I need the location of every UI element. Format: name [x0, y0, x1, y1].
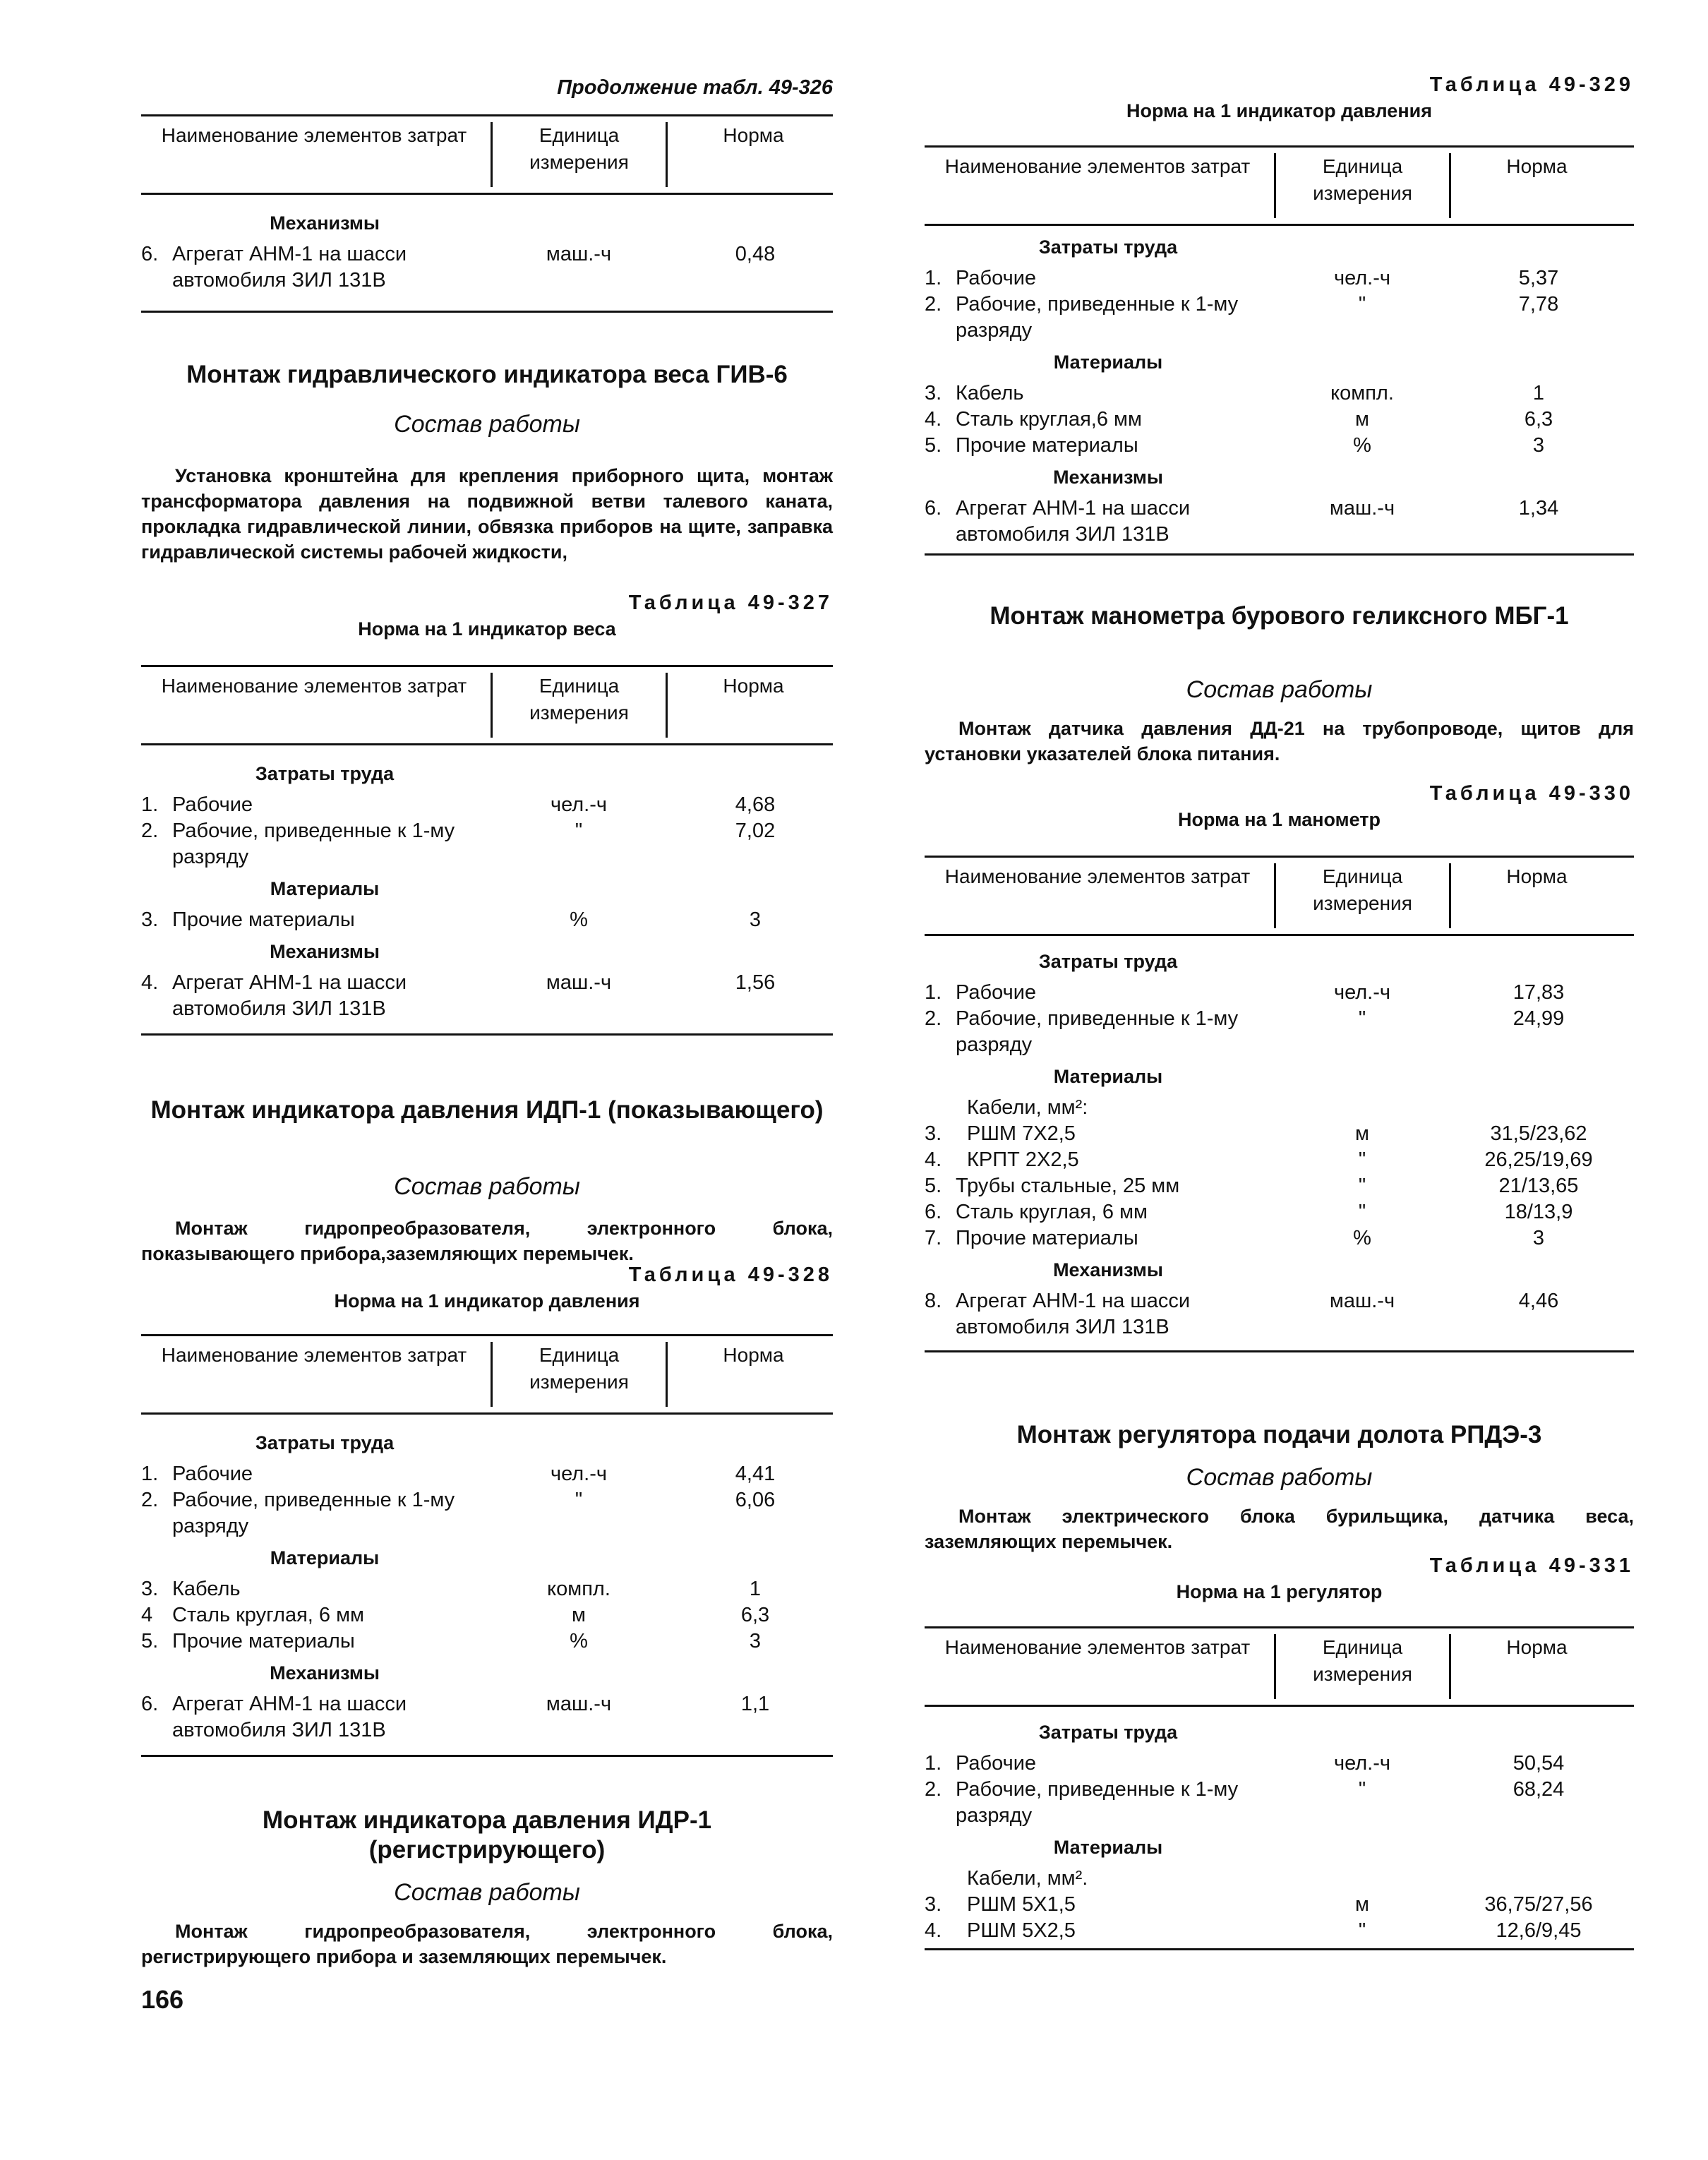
row-value: 18/13,9 — [1504, 1201, 1573, 1223]
group-mechanisms: Механизмы — [1053, 1259, 1163, 1280]
row-unit: м — [572, 1604, 586, 1626]
group-materials: Материалы — [270, 878, 380, 899]
row-name: Прочие материалы — [172, 908, 355, 931]
row-value: 7,02 — [735, 820, 776, 842]
row-value: 17,83 — [1512, 981, 1565, 1004]
section-title-mbg1: Монтаж манометра бурового геликсного МБГ-1 — [990, 602, 1569, 630]
row-number: 1. — [925, 267, 942, 289]
row-name: Сталь круглая,6 мм — [956, 408, 1142, 431]
header-norm: Норма — [723, 675, 784, 697]
row-unit: чел.-ч — [550, 1463, 608, 1485]
row-unit: % — [570, 1630, 588, 1652]
row-number: 3. — [925, 1893, 942, 1916]
table-row — [141, 1576, 833, 1602]
row-value: 1 — [749, 1578, 762, 1600]
row-value: 3 — [749, 1630, 762, 1652]
table-49-329 — [925, 145, 1634, 556]
table-row — [925, 1121, 1634, 1147]
table-row — [141, 818, 833, 870]
row-unit: " — [1358, 1175, 1366, 1197]
header-unit: Единица измерения — [491, 673, 668, 738]
row-number: 4. — [925, 1148, 942, 1171]
row-value: 21/13,65 — [1498, 1175, 1579, 1197]
section-text: Установка кронштейна для крепления приборного щита, монтаж трансформатора давления на подвижной ветви талевого каната, прокладка гидравлической линии, обвязка приборов на щите, заправка гидравлической системы рабочей жидкости, — [141, 465, 833, 563]
row-number: 1. — [925, 981, 942, 1004]
header-unit: Единица измерения — [491, 122, 668, 187]
row-value: 26,25/19,69 — [1484, 1148, 1593, 1171]
row-number: 5. — [925, 434, 942, 457]
row-number: 1. — [141, 793, 159, 816]
row-name: РШМ 5Х1,5 — [967, 1893, 1076, 1916]
row-value: 6,06 — [735, 1489, 776, 1511]
table-row — [925, 1918, 1634, 1944]
header-unit: Единица измерения — [1274, 863, 1451, 928]
header-cost-elements: Наименование элементов затрат — [161, 124, 467, 146]
row-name: Рабочие, приведенные к 1-му разряду — [172, 820, 455, 868]
section-title-giv6: Монтаж гидравлического индикатора веса ГИВ-6 — [186, 361, 788, 388]
table-row — [925, 292, 1634, 344]
table-body — [141, 1415, 833, 1757]
table-49-331 — [925, 1626, 1634, 1950]
table-49-326 — [141, 114, 833, 313]
row-number: 3. — [141, 908, 159, 931]
row-unit: " — [575, 820, 583, 842]
table-row — [925, 496, 1634, 548]
row-number: 3. — [925, 382, 942, 404]
group-mechanisms: Механизмы — [270, 212, 380, 234]
row-value: 5,37 — [1518, 267, 1559, 289]
table-header — [925, 1626, 1634, 1707]
header-norm: Норма — [723, 124, 784, 146]
group-labor: Затраты труда — [255, 763, 395, 784]
row-unit: % — [570, 908, 588, 931]
row-value: 0,48 — [735, 243, 776, 265]
row-unit: " — [1358, 1919, 1366, 1942]
row-unit: м — [1355, 408, 1369, 431]
table-row — [925, 980, 1634, 1006]
row-number: 6. — [141, 243, 159, 265]
row-name: Рабочие, приведенные к 1-му разряду — [956, 1778, 1239, 1827]
row-number: 6. — [925, 1201, 942, 1223]
row-name: Рабочие — [172, 1463, 253, 1485]
section-text: Монтаж гидропреобразователя, электронного блока, регистрирующего прибора и заземляющих перемычек. — [141, 1921, 833, 1967]
row-name: Агрегат АНМ-1 на шасси автомобиля ЗИЛ 131В — [172, 971, 407, 1020]
row-unit: маш.-ч — [1329, 497, 1395, 520]
section-title-idp1: Монтаж индикатора давления ИДП-1 (показывающего) — [150, 1096, 824, 1124]
row-unit: " — [1358, 1007, 1366, 1030]
section-subtitle: Состав работы — [394, 1879, 580, 1906]
table-body — [925, 936, 1634, 1352]
table-header — [141, 114, 833, 195]
table-number: Таблица 49-328 — [628, 1264, 833, 1286]
row-unit: чел.-ч — [550, 793, 608, 816]
header-cost-elements: Наименование элементов затрат — [161, 675, 467, 697]
row-number: 4. — [141, 971, 159, 994]
header-unit: Единица измерения — [1274, 153, 1451, 218]
header-cost-elements: Наименование элементов затрат — [944, 155, 1251, 177]
table-body — [141, 195, 833, 313]
row-name: Прочие материалы — [172, 1630, 355, 1652]
row-number: 6. — [925, 497, 942, 520]
section-text: Монтаж электрического блока бурильщика, датчика веса, заземляющих перемычек. — [925, 1506, 1634, 1552]
table-row — [141, 241, 833, 294]
table-header — [141, 665, 833, 745]
table-body — [141, 745, 833, 1036]
group-labor: Затраты труда — [1038, 236, 1178, 258]
row-unit: " — [575, 1489, 583, 1511]
row-unit: м — [1355, 1893, 1369, 1916]
row-name: Прочие материалы — [956, 434, 1138, 457]
table-row — [925, 1892, 1634, 1918]
row-name: Рабочие — [956, 1752, 1037, 1775]
table-row — [925, 380, 1634, 407]
row-unit: " — [1358, 1201, 1366, 1223]
row-value: 24,99 — [1512, 1007, 1565, 1030]
table-row — [141, 1461, 833, 1487]
row-unit: чел.-ч — [1333, 267, 1391, 289]
row-value: 1,34 — [1518, 497, 1559, 520]
row-unit: чел.-ч — [1333, 981, 1391, 1004]
table-49-328 — [141, 1334, 833, 1757]
row-name: РШМ 7Х2,5 — [967, 1122, 1076, 1145]
section-title-rpde3: Монтаж регулятора подачи долота РПДЭ-3 — [1016, 1421, 1542, 1448]
row-value: 50,54 — [1512, 1752, 1565, 1775]
table-row — [925, 1751, 1634, 1777]
row-value: 6,3 — [1524, 408, 1553, 431]
row-unit: м — [1355, 1122, 1369, 1145]
row-name: РШМ 5Х2,5 — [967, 1919, 1076, 1942]
table-norm: Норма на 1 индикатор веса — [358, 618, 616, 640]
table-row — [141, 792, 833, 818]
group-materials: Материалы — [270, 1547, 380, 1568]
table-body — [925, 1707, 1634, 1950]
row-number: 2. — [925, 1778, 942, 1801]
header-norm: Норма — [1506, 1636, 1568, 1658]
table-row — [925, 1199, 1634, 1225]
row-name: Агрегат АНМ-1 на шасси автомобиля ЗИЛ 131В — [956, 1290, 1191, 1338]
table-row — [925, 1147, 1634, 1173]
row-value: 4,46 — [1518, 1290, 1559, 1312]
row-value: 12,6/9,45 — [1496, 1919, 1582, 1942]
group-labor: Затраты труда — [1038, 951, 1178, 972]
row-value: 3 — [1532, 434, 1545, 457]
row-number: 1. — [141, 1463, 159, 1485]
row-number: 3. — [141, 1578, 159, 1600]
group-mechanisms: Механизмы — [1053, 467, 1163, 488]
table-49-327 — [141, 665, 833, 1036]
header-cost-elements: Наименование элементов затрат — [944, 865, 1251, 887]
continuation-label: Продолжение табл. 49-326 — [557, 76, 833, 99]
group-materials: Материалы — [1053, 1837, 1163, 1858]
section-text: Монтаж гидропреобразователя, электронного блока, показывающего прибора,заземляющих перемычек. — [141, 1218, 833, 1264]
table-row — [141, 1487, 833, 1540]
table-row — [141, 1691, 833, 1744]
header-norm: Норма — [723, 1344, 784, 1366]
table-header — [925, 856, 1634, 936]
row-number: 4. — [925, 1919, 942, 1942]
table-norm: Норма на 1 индикатор давления — [334, 1290, 640, 1312]
row-name: Агрегат АНМ-1 на шасси автомобиля ЗИЛ 131В — [172, 243, 407, 292]
table-row — [925, 433, 1634, 459]
cables-label: Кабели, мм²: — [967, 1096, 1088, 1119]
group-mechanisms: Механизмы — [270, 941, 380, 962]
table-row — [141, 1628, 833, 1655]
row-unit: % — [1353, 1227, 1371, 1249]
group-materials: Материалы — [1053, 352, 1163, 373]
row-unit: % — [1353, 434, 1371, 457]
row-value: 4,41 — [735, 1463, 776, 1485]
row-value: 7,78 — [1518, 293, 1559, 316]
row-unit: маш.-ч — [546, 1693, 612, 1715]
row-name: Агрегат АНМ-1 на шасси автомобиля ЗИЛ 131В — [172, 1693, 407, 1741]
table-row — [925, 407, 1634, 433]
table-row — [925, 1006, 1634, 1058]
row-value: 1,1 — [740, 1693, 770, 1715]
row-number: 8. — [925, 1290, 942, 1312]
row-name: Сталь круглая, 6 мм — [956, 1201, 1148, 1223]
section-subtitle: Состав работы — [394, 1173, 580, 1200]
header-norm: Норма — [1506, 155, 1568, 177]
row-number: 6. — [141, 1693, 159, 1715]
row-number: 7. — [925, 1227, 942, 1249]
row-value: 3 — [1532, 1227, 1545, 1249]
row-number: 2. — [141, 820, 159, 842]
row-value: 68,24 — [1512, 1778, 1565, 1801]
group-labor: Затраты труда — [1038, 1722, 1178, 1743]
row-unit: компл. — [547, 1578, 611, 1600]
section-subtitle: Состав работы — [394, 411, 580, 438]
table-norm: Норма на 1 регулятор — [1176, 1581, 1383, 1602]
row-value: 6,3 — [740, 1604, 770, 1626]
header-norm: Норма — [1506, 865, 1568, 887]
row-name: Агрегат АНМ-1 на шасси автомобиля ЗИЛ 131В — [956, 497, 1191, 546]
section-subtitle: Состав работы — [1186, 676, 1373, 703]
row-number: 2. — [925, 1007, 942, 1030]
row-name: Рабочие, приведенные к 1-му разряду — [956, 293, 1239, 342]
group-materials: Материалы — [1053, 1066, 1163, 1087]
page-number: 166 — [141, 1985, 184, 2014]
table-row — [141, 970, 833, 1022]
row-value: 36,75/27,56 — [1484, 1893, 1593, 1916]
table-row — [925, 265, 1634, 292]
table-row — [925, 1777, 1634, 1829]
row-unit: маш.-ч — [1329, 1290, 1395, 1312]
header-cost-elements: Наименование элементов затрат — [944, 1636, 1251, 1658]
header-cost-elements: Наименование элементов затрат — [161, 1344, 467, 1366]
row-name: Сталь круглая, 6 мм — [172, 1604, 364, 1626]
row-number: 5. — [141, 1630, 159, 1652]
row-number: 2. — [141, 1489, 159, 1511]
table-number: Таблица 49-329 — [1429, 73, 1634, 96]
row-unit: компл. — [1330, 382, 1394, 404]
row-name: Кабель — [172, 1578, 241, 1600]
row-value: 1 — [1532, 382, 1545, 404]
table-row — [925, 1173, 1634, 1199]
row-number: 4. — [925, 408, 942, 431]
table-row — [925, 1288, 1634, 1340]
cables-label: Кабели, мм². — [967, 1867, 1088, 1890]
row-value: 3 — [749, 908, 762, 931]
row-unit: " — [1358, 293, 1366, 316]
row-value: 1,56 — [735, 971, 776, 994]
header-unit: Единица измерения — [491, 1342, 668, 1407]
table-norm: Норма на 1 индикатор давления — [1126, 100, 1432, 121]
table-header — [141, 1334, 833, 1415]
row-name: Кабель — [956, 382, 1024, 404]
row-unit: маш.-ч — [546, 971, 612, 994]
group-mechanisms: Механизмы — [270, 1662, 380, 1684]
row-unit: чел.-ч — [1333, 1752, 1391, 1775]
row-name: Рабочие, приведенные к 1-му разряду — [956, 1007, 1239, 1056]
row-name: КРПТ 2Х2,5 — [967, 1148, 1079, 1171]
table-number: Таблица 49-331 — [1429, 1554, 1634, 1577]
table-norm: Норма на 1 манометр — [1177, 809, 1381, 830]
row-value: 31,5/23,62 — [1490, 1122, 1587, 1145]
table-header — [925, 145, 1634, 226]
table-number: Таблица 49-327 — [628, 592, 833, 614]
table-row — [141, 1602, 833, 1628]
table-body — [925, 226, 1634, 556]
section-subtitle: Состав работы — [1186, 1464, 1373, 1491]
group-labor: Затраты труда — [255, 1432, 395, 1453]
row-value: 4,68 — [735, 793, 776, 816]
row-number: 5. — [925, 1175, 942, 1197]
row-number: 3. — [925, 1122, 942, 1145]
row-name: Рабочие — [956, 267, 1037, 289]
row-number: 1. — [925, 1752, 942, 1775]
section-text: Монтаж датчика давления ДД-21 на трубопроводе, щитов для установки указателей блока питания. — [925, 718, 1634, 764]
table-row — [141, 907, 833, 933]
row-name: Трубы стальные, 25 мм — [956, 1175, 1180, 1197]
row-unit: " — [1358, 1778, 1366, 1801]
row-number: 2. — [925, 293, 942, 316]
row-unit: маш.-ч — [546, 243, 612, 265]
row-unit: " — [1358, 1148, 1366, 1171]
table-number: Таблица 49-330 — [1429, 782, 1634, 805]
row-name: Рабочие, приведенные к 1-му разряду — [172, 1489, 455, 1537]
row-name: Рабочие — [956, 981, 1037, 1004]
table-row — [925, 1225, 1634, 1252]
table-49-330 — [925, 856, 1634, 1352]
row-number: 4 — [141, 1604, 153, 1626]
header-unit: Единица измерения — [1274, 1634, 1451, 1699]
row-name: Рабочие — [172, 793, 253, 816]
row-name: Прочие материалы — [956, 1227, 1138, 1249]
section-title-idr1: Монтаж индикатора давления ИДР-1 (регистрирующего) — [262, 1806, 712, 1864]
